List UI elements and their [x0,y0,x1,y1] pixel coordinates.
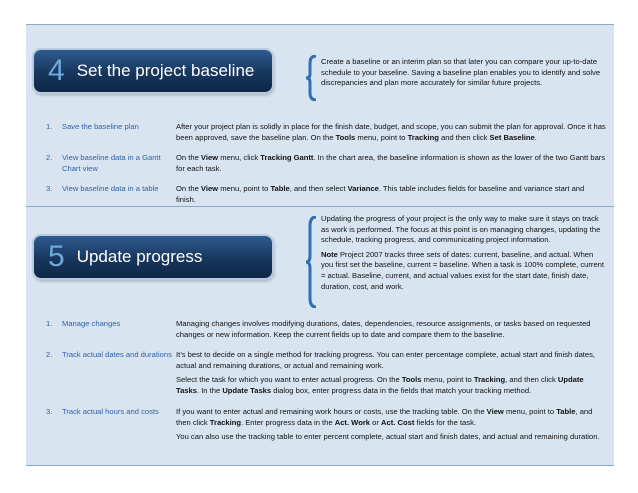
bold-text: Act. Work [334,417,371,427]
section-5-banner [34,236,272,278]
step-label: View baseline data in a Gantt Chart view [62,153,161,173]
step-number: 3. [46,184,53,193]
step-paragraph [176,153,606,174]
section-number: 4 [48,54,65,87]
step-label: Save the baseline plan [62,122,139,131]
step-paragraph [176,407,606,428]
text-run: , and then select [289,184,348,193]
list-item [46,350,606,400]
step-text [176,153,606,178]
step-paragraph [176,184,606,205]
brace-icon [304,216,318,308]
text-run: . Enter progress data in the [241,417,335,427]
step-paragraph [176,432,606,443]
bold-text: Tracking [407,132,439,142]
text-run: After your project plan is solidly in place for the finish date, budget, and scope, you can submit the plan for approval. Once it has been approved, save the baseline plan. On the [176,122,606,142]
note-text: Project 2007 tracks three sets of dates: current, baseline, and actual. When you first set the baseline, current = baseline. When a task is 100% complete, current = actual. Baseline, current, and actual values exist for the start date, finish date, duration, cost, and work. [321,249,605,291]
text-run: . In the chart area, the baseline information is shown as the lower of the two Gantt bars for each task. [176,153,606,173]
step-text [176,122,606,147]
text-run: , and then click [176,407,593,427]
text-run: . This table includes fields for baseline and variance start and finish. [176,184,585,204]
section-title: Set the project baseline [76,61,255,80]
bold-text: Tools [335,132,356,142]
list-item [46,122,606,147]
step-number: 1. [46,122,53,131]
bold-text: Tracking Gantt [260,153,314,162]
step-paragraph [176,375,606,396]
bold-text: Act. Cost [381,417,415,427]
list-item [46,407,606,447]
section-number: 5 [48,240,65,273]
bold-text: Table [556,407,576,416]
step-label: Track actual hours and costs [62,407,159,416]
step-paragraph [176,122,606,143]
text-run: . In the [196,385,223,395]
progress-callout [321,214,606,296]
step-text [176,350,606,400]
text-run: menu, point to [503,407,557,416]
bold-text: Table [270,184,290,193]
step-paragraph [176,319,606,340]
text-run: If you want to enter actual and remaining work hours or costs, use the tracking table. On the [176,407,487,416]
text-run: On the [176,153,201,162]
bold-text: Update Tasks [222,385,272,395]
callout-text: Create a baseline or an interim plan so that later you can compare your up-to-date schedule to your baseline. Saving a baseline plan enables you to identify and solve discrepancies and plan more accurately for similar future projects. [321,57,601,88]
step-label: Manage changes [62,319,121,328]
bold-text: Variance [347,184,379,193]
section-title: Update progress [76,247,203,266]
bold-text: Tracking [473,375,506,385]
text-run: It’s best to decide on a single method for tracking progress. You can enter percentage complete, actual start and finish dates, actual and remaining durations, or actual and remaining work. [176,350,596,370]
bold-text: Tracking [209,417,241,427]
text-run: Managing changes involves modifying durations, dates, dependencies, resource assignments, or tasks based on requested changes or new information. Keep the current fields up to date and compare them to the baseline. [176,319,591,339]
list-item [46,153,606,178]
text-run: Select the task for which you want to enter actual progress. On the [176,375,402,385]
bold-text: Update Tasks [176,375,584,395]
baseline-callout [321,57,606,93]
bold-text: View [486,407,504,416]
text-run: menu, point to [355,132,408,142]
step-label: View baseline data in a table [62,184,159,193]
text-run: You can also use the tracking table to enter percent complete, actual start and finish dates, and actual and remaining duration. [176,432,600,442]
text-run: menu, point to [421,375,474,385]
bold-text: Tools [401,375,422,385]
bold-text: Set Baseline [489,132,535,142]
step-label: Track actual dates and durations [62,350,172,359]
text-run: or [370,417,382,427]
step-text [176,407,606,447]
step-number: 2. [46,350,53,359]
brace-icon [304,55,318,101]
bold-text: View [200,153,219,162]
text-run: and then click [438,132,490,142]
list-item [46,319,606,344]
step-number: 3. [46,407,53,416]
text-run: menu, point to [218,184,271,193]
text-run: menu, click [218,153,261,162]
step-text [176,319,606,344]
note-label: Note [321,249,338,259]
section-4-banner [34,50,272,92]
callout-text: Updating the progress of your project is the only way to make sure it stays on track as work is performed. The focus at this point is on managing changes, updating the schedule, tracking progress, and communicating project information. [321,214,601,245]
step-number: 2. [46,153,53,162]
text-run: . [534,132,537,142]
text-run: On the [176,184,201,193]
step-paragraph [176,350,606,371]
text-run: , and then click [505,375,558,385]
step-number: 1. [46,319,53,328]
bold-text: View [200,184,219,193]
text-run: fields for the task. [414,417,476,427]
text-run: dialog box, enter progress data in the fields that match your tracking method. [271,385,532,395]
